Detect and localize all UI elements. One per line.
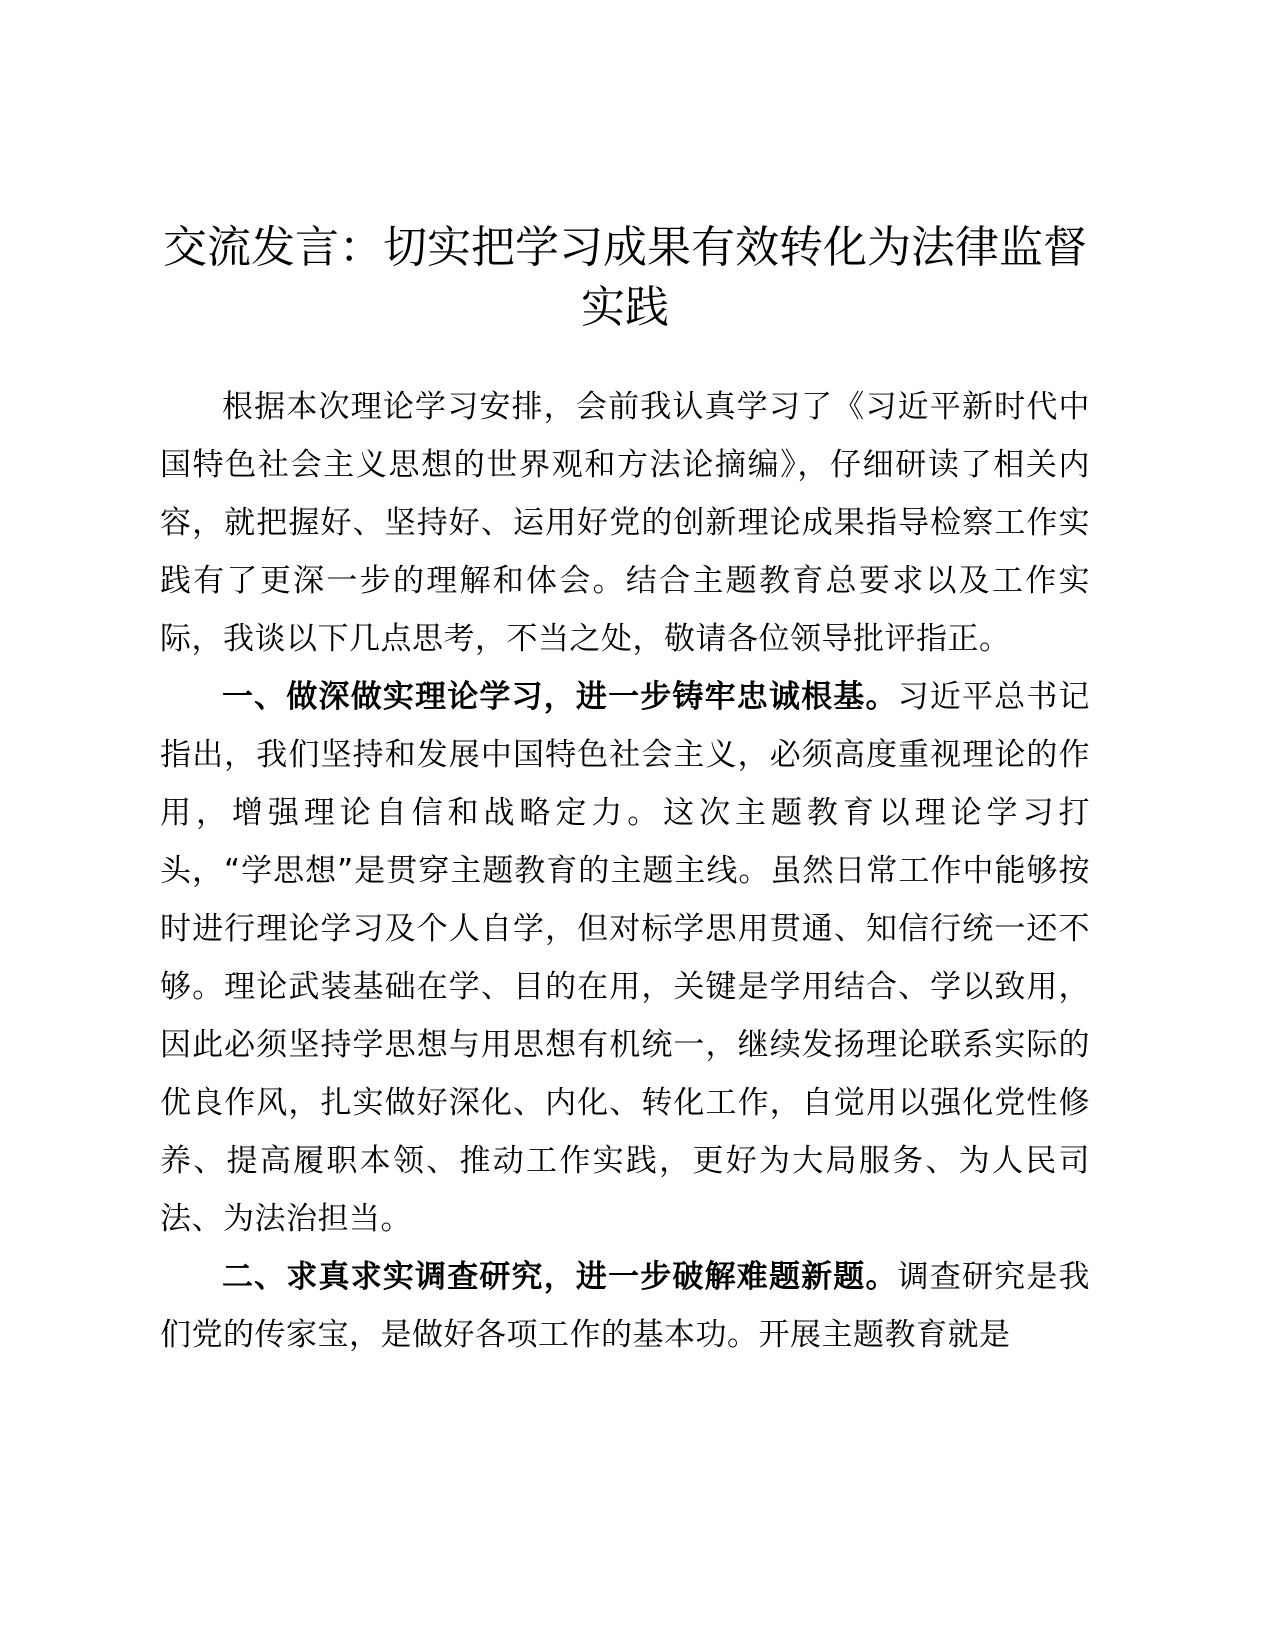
paragraph-text: 调查研究是我们党的传家宝，是做好各项工作的基本功。开展主题教育就是 [160,1259,1091,1353]
document-body [160,378,1090,1364]
document-title: 交流发言：切实把学习成果有效转化为法律监督实践 [163,222,1087,333]
section-heading: 二、求真求实调查研究，进一步破解难题新题。 [222,1259,898,1295]
paragraph-section-one [160,668,1090,1248]
paragraph-text: 根据本次理论学习安排，会前我认真学习了《习近平新时代中国特色社会主义思想的世界观和方法论摘编》，仔细研读了相关内容，就把握好、坚持好、运用好党的创新理论成果指导检察工作实践有了更深一步的理解和体会。结合主题教育总要求以及工作实际，我谈以下几点思考，不当之处，敬请各位领导批评指正。 [160,389,1090,657]
paragraph-intro [160,378,1090,668]
paragraph-text: 习近平总书记指出，我们坚持和发展中国特色社会主义，必须高度重视理论的作用，增强理论自信和战略定力。这次主题教育以理论学习打头，“学思想”是贯穿主题教育的主题主线。虽然日常工作中能够按时进行理论学习及个人自学，但对标学思用贯通、知信行统一还不够。理论武装基础在学、目的在用，关键是学用结合、学以致用，因此必须坚持学思想与用思想有机统一，继续发扬理论联系实际的优良作风，扎实做好深化、内化、转化工作，自觉用以强化党性修养、提高履职本领、推动工作实践，更好为大局服务、为人民司法、为法治担当。 [160,679,1091,1237]
section-heading: 一、做深做实理论学习，进一步铸牢忠诚根基。 [222,679,898,715]
paragraph-section-two [160,1248,1090,1364]
